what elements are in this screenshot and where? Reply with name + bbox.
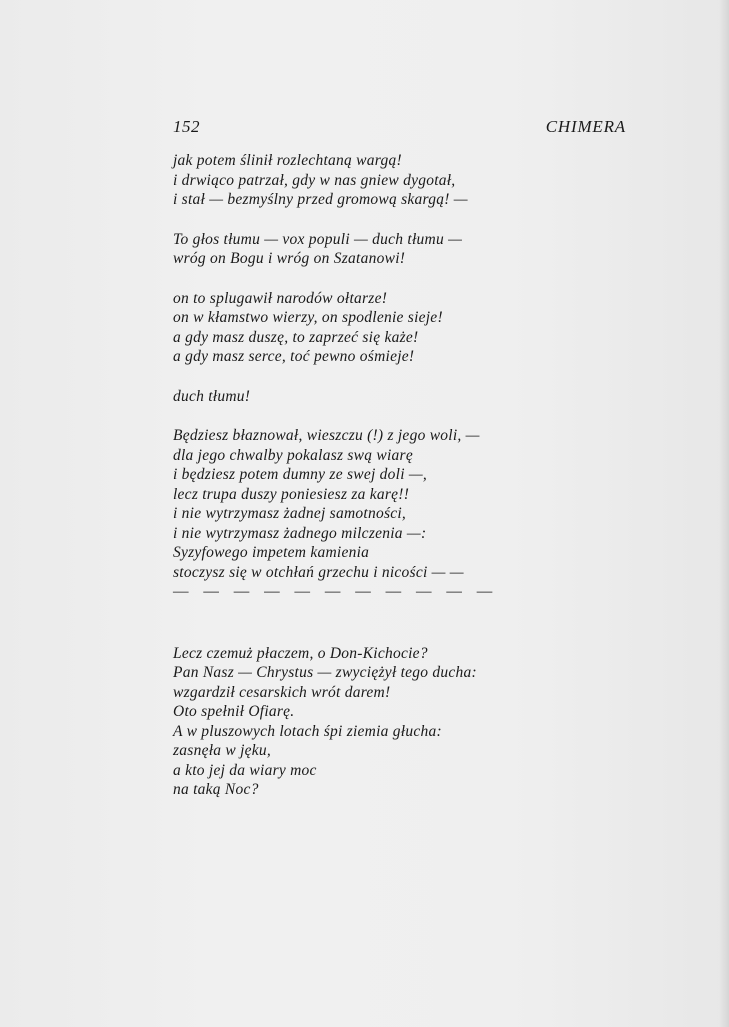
stanza-6 (173, 644, 633, 800)
poem-line: A w pluszowych lotach śpi ziemia głucha: (173, 722, 442, 740)
poem-line: Pan Nasz — Chrystus — zwyciężył tego ducha: (173, 664, 477, 681)
poem-line: i nie wytrzymasz żadnego milczenia —: (173, 524, 427, 542)
stanza-1 (173, 151, 633, 210)
poem-line: zasnęła w jęku, (173, 742, 272, 759)
poem-line: dla jego chwalby pokalasz swą wiarę (173, 446, 413, 464)
page-header (173, 117, 626, 139)
page-edge-shadow (719, 0, 729, 1027)
poem-line: Lecz czemuż płaczem, o Don-Kichocie? (173, 644, 428, 662)
poem-line: jak potem ślinił rozlechtaną wargą! (173, 152, 402, 169)
running-title: CHIMERA (545, 117, 626, 136)
poem-line: a gdy masz duszę, to zaprzeć się każe! (173, 328, 419, 346)
poem-line: wróg on Bogu i wróg on Szatanowi! (173, 250, 406, 267)
poem-line: Będziesz błaznował, wieszczu (!) z jego woli, — (173, 427, 480, 444)
poem-line: a kto jej da wiary moc (173, 761, 317, 779)
poem-line: To głos tłumu — vox populi — duch tłumu — (173, 230, 463, 248)
poem-line: Syzyfowego impetem kamienia (173, 544, 370, 561)
dash-separator: — — — — — — — — — — — (173, 583, 498, 600)
stanza-5 (173, 426, 633, 602)
poem-line: i drwiąco patrzał, gdy w nas gniew dygotał, (173, 171, 456, 189)
poem-line: a gdy masz serce, toć pewno ośmieje! (173, 348, 415, 365)
stanza-2 (173, 230, 633, 269)
poem-line: duch tłumu! (173, 387, 251, 405)
poem-line: i stał — bezmyślny przed gromową skargą! — (173, 191, 468, 208)
poem-line: stoczysz się w otchłań grzechu i nicości — — (173, 563, 464, 581)
page-number: 152 (173, 117, 200, 136)
poem-line: on to splugawił narodów ołtarze! (173, 289, 388, 307)
poem-line: na taką Noc? (173, 781, 259, 798)
poem-body (173, 151, 633, 820)
stanza-4 (173, 387, 633, 407)
poem-line: wzgardził cesarskich wrót darem! (173, 683, 391, 701)
poem-line: on w kłamstwo wierzy, on spodlenie sieje! (173, 309, 443, 326)
poem-line: i nie wytrzymasz żadnej samotności, (173, 505, 407, 522)
poem-line: lecz trupa duszy poniesiesz za karę!! (173, 485, 410, 503)
poem-line: Oto spełnił Ofiarę. (173, 703, 295, 720)
poem-line: i będziesz potem dumny ze swej doli —, (173, 466, 428, 483)
stanza-3 (173, 289, 633, 367)
